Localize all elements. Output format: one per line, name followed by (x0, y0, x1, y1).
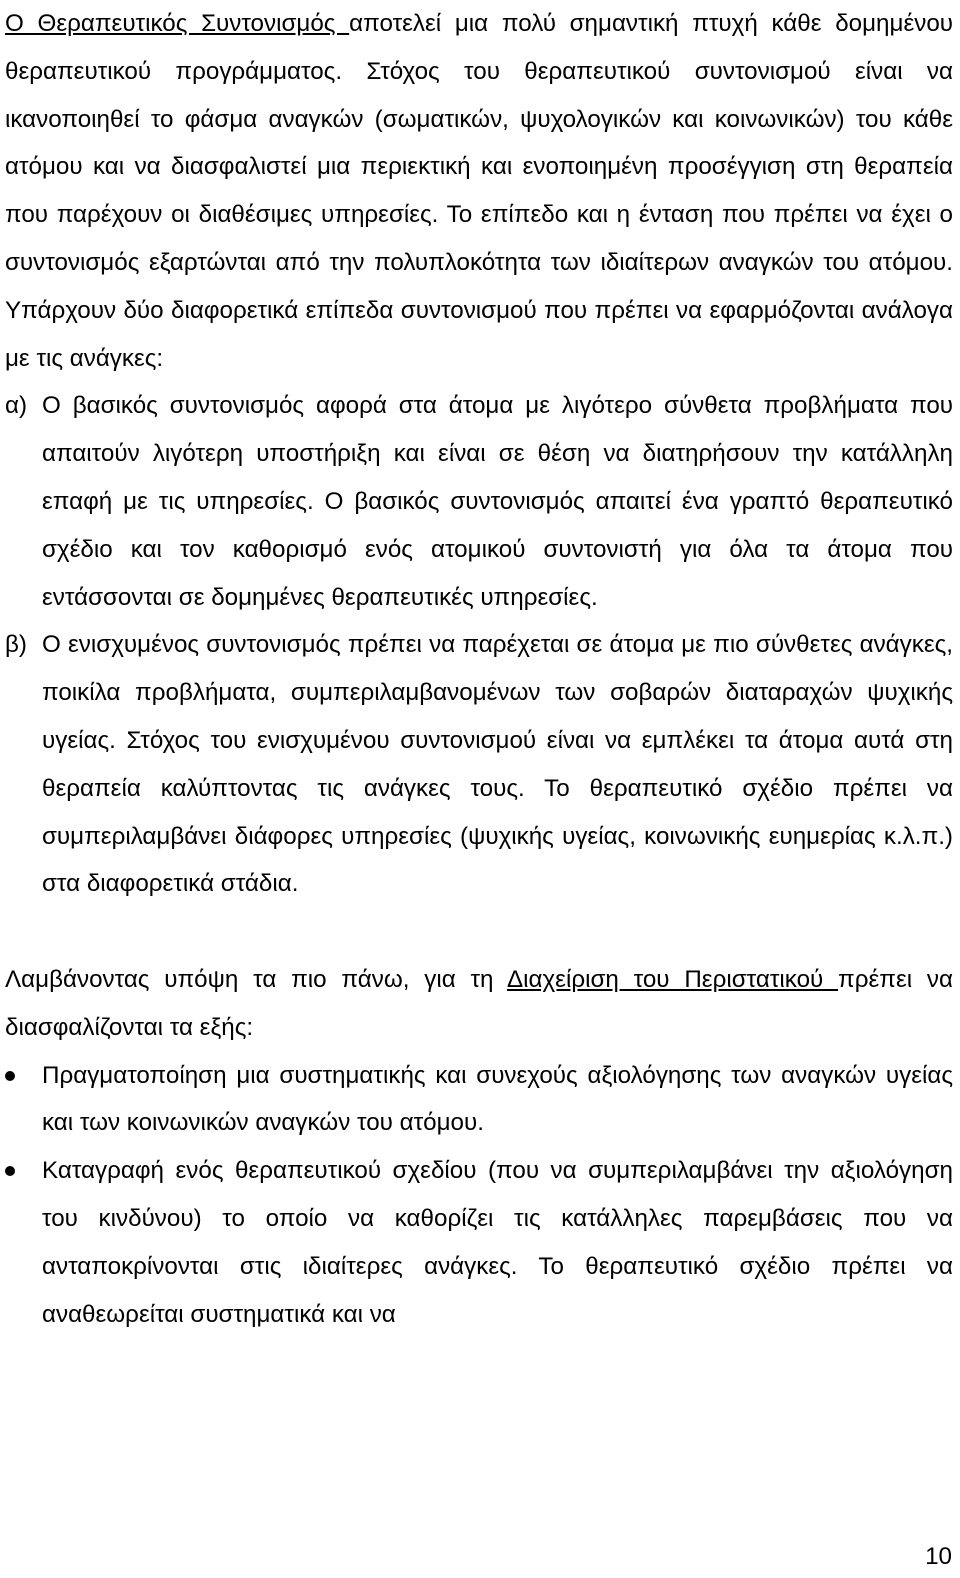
list-item (5, 1147, 953, 1338)
requirements-list (5, 1052, 953, 1339)
list-marker: α) (5, 392, 28, 420)
level-a-text: Ο βασικός συντονισμός αφορά στα άτομα με λιγότερο σύνθετα προβλήματα που απαιτούν λιγότερη υποστήριξη και είναι σε θέση να διατηρήσουν την κατάλληλη επαφή με τις υπηρεσίες. Ο βασικός συντονισμός απαιτεί ένα γραπτό θεραπευτικό σχέδιο και τον καθορισμό ενός ατομικού συντονιστή για όλα τα άτομα που εντάσσονται σε δομημένες θεραπευτικές υπηρεσίες. (42, 392, 953, 611)
coordination-level-a (5, 382, 953, 621)
therapeutic-coordination-term: Ο Θεραπευτικός Συντονισμός (5, 10, 350, 37)
document-page (5, 0, 953, 1338)
paragraph-spacer (5, 908, 953, 956)
list-item-text: Καταγραφή ενός θεραπευτικού σχεδίου (που να συμπεριλαμβάνει την αξιολόγηση του κινδύνου) το οποίο να καθορίζει τις κατάλληλες παρεμβάσεις που να ανταποκρίνονται στις ιδιαίτερες ανάγκες. Το θεραπευτικό σχέδιο πρέπει να αναθεωρείται συστηματικά και να (42, 1157, 953, 1328)
case-management-paragraph (5, 956, 953, 1052)
list-marker: β) (5, 631, 27, 659)
case-management-tail: πρέπει να διασφαλίζονται τα εξής: (5, 965, 953, 1041)
case-management-term: Διαχείριση του Περιστατικού (506, 965, 839, 993)
list-item-text: Πραγματοποίηση μια συστηματικής και συνεχούς αξιολόγησης των αναγκών υγείας και των κοινωνικών αναγκών του ατόμου. (42, 1061, 953, 1137)
intro-paragraph (5, 0, 953, 382)
bullet-icon (5, 1166, 15, 1176)
level-b-text: Ο ενισχυμένος συντονισμός πρέπει να παρέχεται σε άτομα με πιο σύνθετες ανάγκες, ποικίλα προβλήματα, συμπεριλαμβανομένων των σοβαρών διαταραχών ψυχικής υγείας. Στόχος του ενισχυμένου συντονισμού είναι να εμπλέκει τα άτομα αυτά στη θεραπεία καλύπτοντας τις ανάγκες τους. Το θεραπευτικό σχέδιο πρέπει να συμπεριλαμβάνει διάφορες υπηρεσίες (ψυχικής υγείας, κοινωνικής ευημερίας κ.λ.π.) στα διαφορετικά στάδια. (42, 631, 953, 898)
list-item (5, 1052, 953, 1148)
bullet-icon (5, 1071, 15, 1081)
page-number: 10 (925, 1543, 952, 1570)
intro-text: αποτελεί μια πολύ σημαντική πτυχή κάθε δομημένου θεραπευτικού προγράμματος. Στόχος του θεραπευτικού συντονισμού είναι να ικανοποιηθεί το φάσμα αναγκών (σωματικών, ψυχολογικών και κοινωνικών) του κάθε ατόμου και να διασφαλιστεί μια περιεκτική και ενοποιημένη προσέγγιση στη θεραπεία που παρέχουν οι διαθέσιμες υπηρεσίες. Το επίπεδο και η ένταση που πρέπει να έχει ο συντονισμός εξαρτώνται από την πολυπλοκότητα των ιδιαίτερων αναγκών του ατόμου. Υπάρχουν δύο διαφορετικά επίπεδα συντονισμού που πρέπει να εφαρμόζονται ανάλογα με τις ανάγκες: (5, 10, 954, 372)
coordination-level-b (5, 621, 953, 908)
case-management-lead: Λαμβάνοντας υπόψη τα πιο πάνω, για τη (5, 965, 507, 993)
